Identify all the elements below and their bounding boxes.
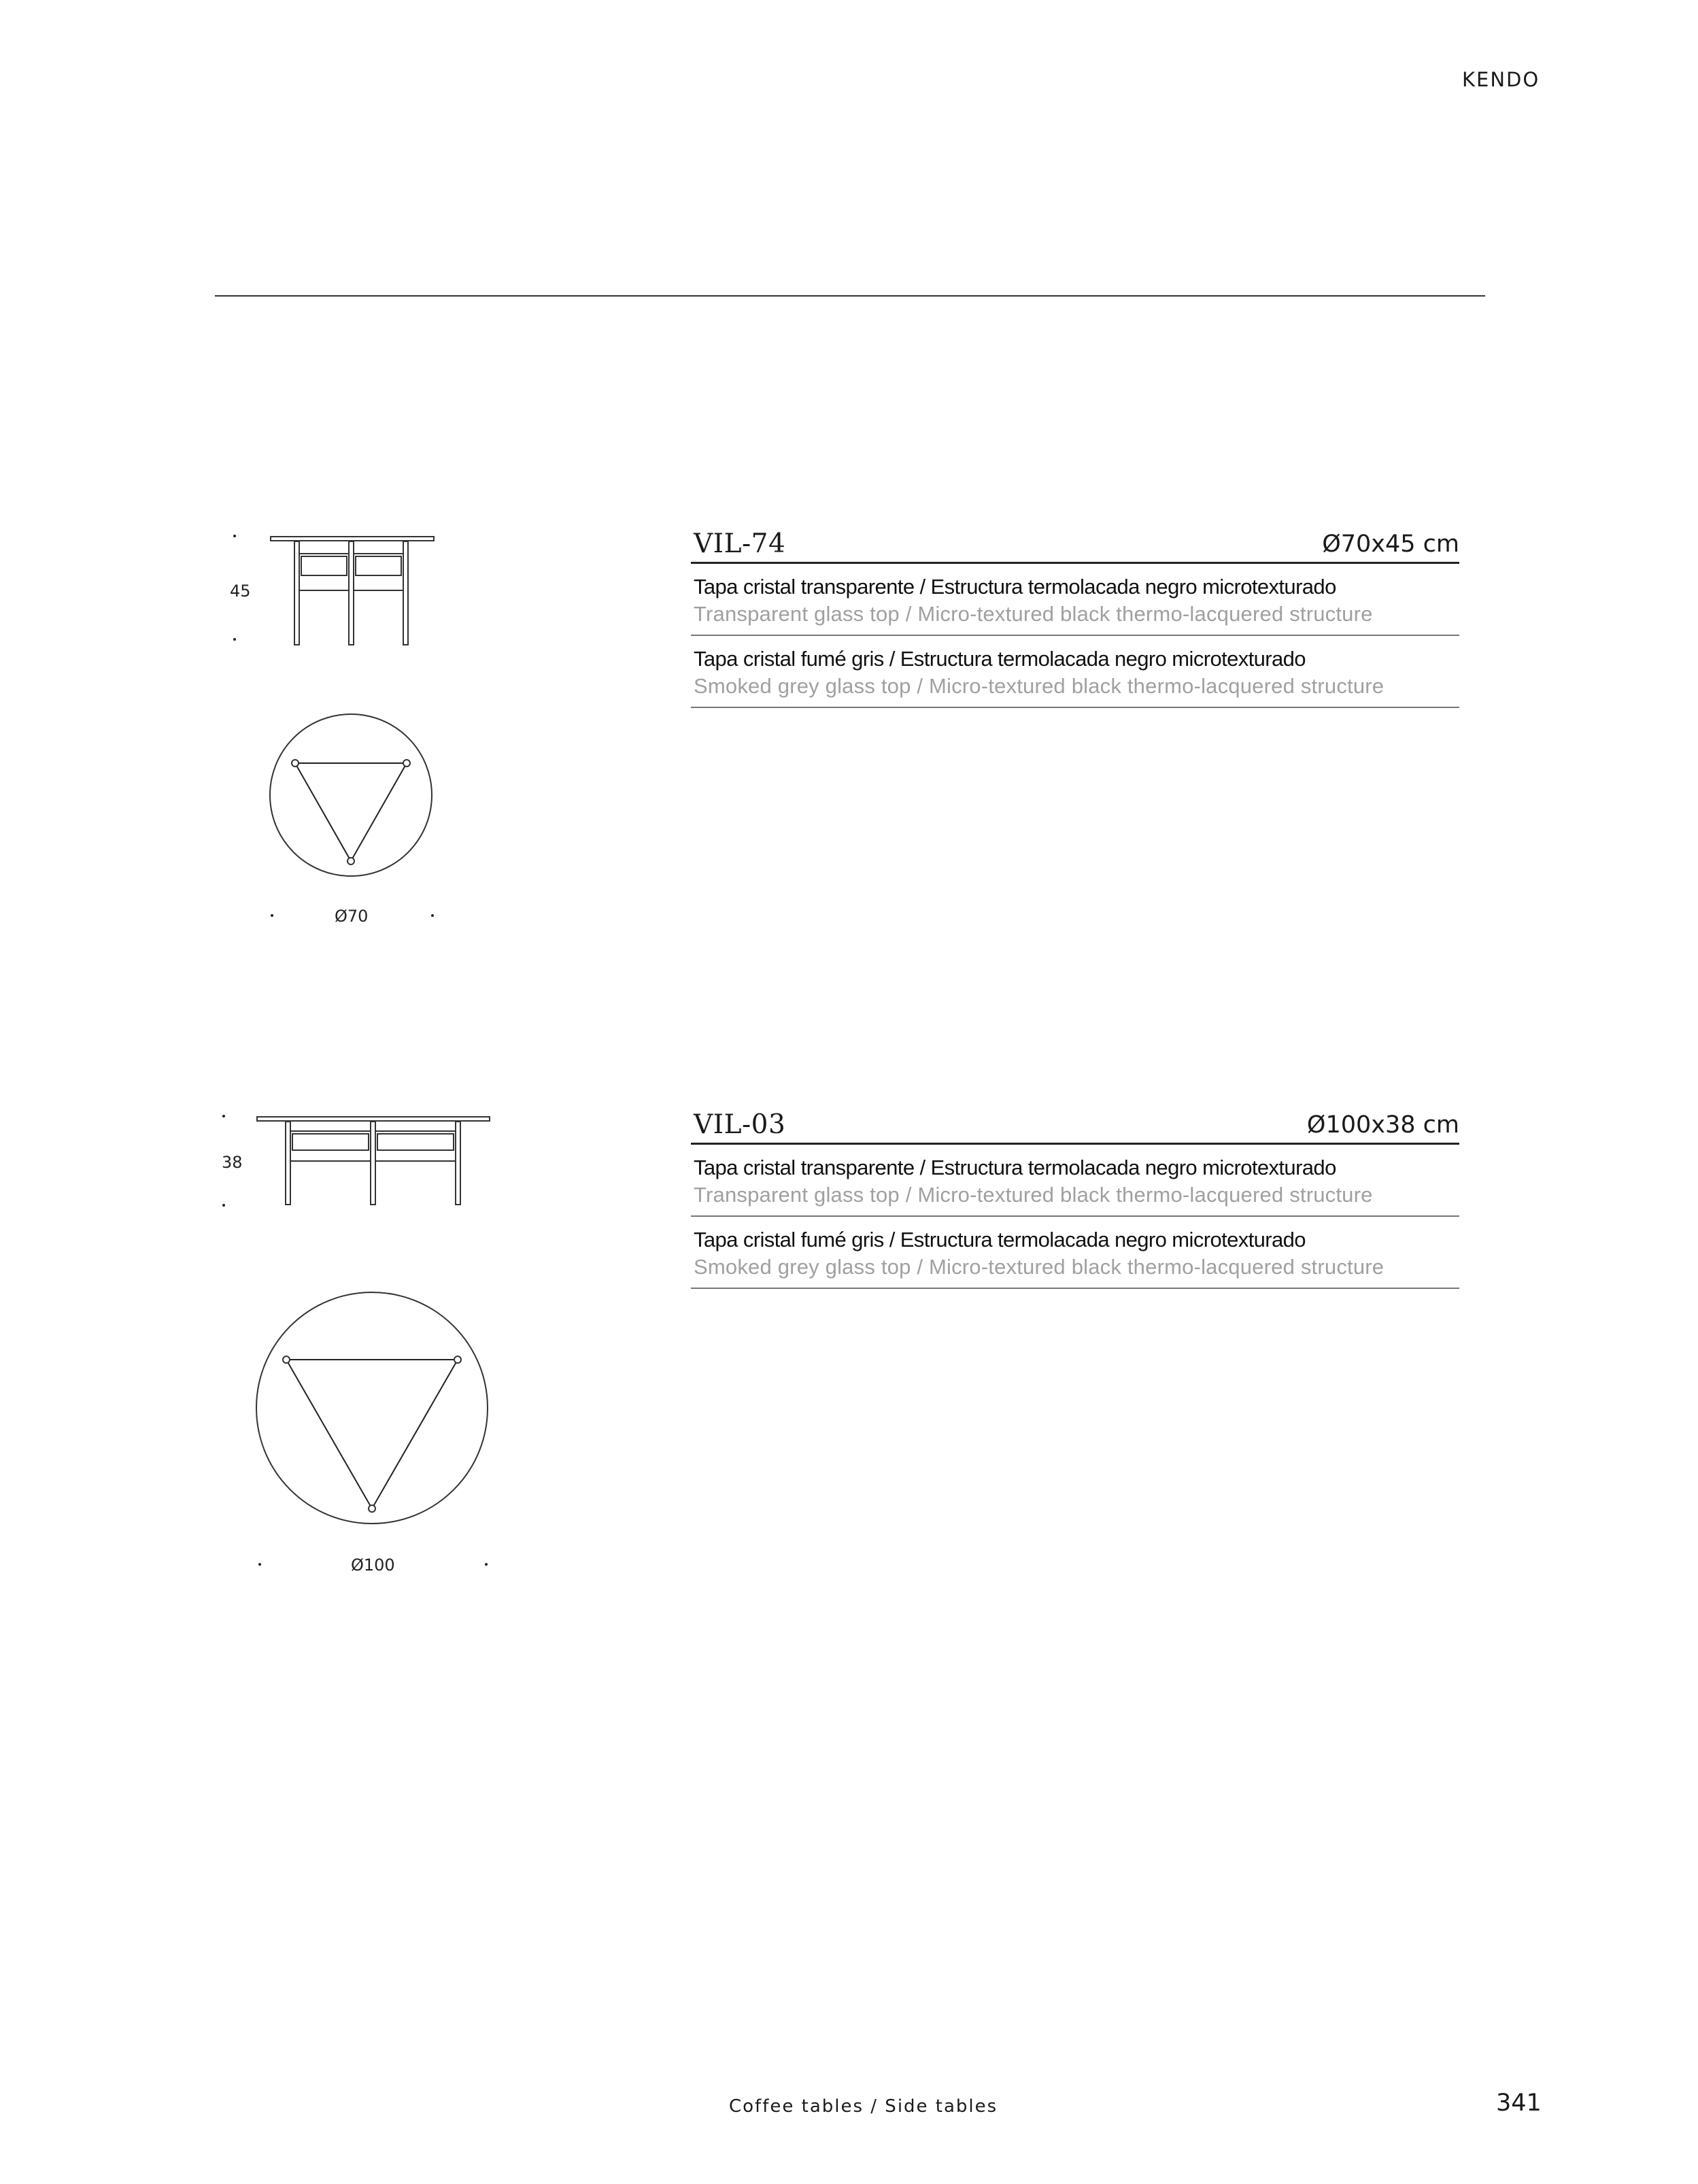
option-row bbox=[691, 1217, 1459, 1289]
option-text-en: Transparent glass top / Micro-textured black thermo-lacquered structure bbox=[694, 1183, 1373, 1207]
option-text-en: Transparent glass top / Micro-textured black thermo-lacquered structure bbox=[694, 602, 1373, 626]
height-marker-top bbox=[233, 535, 236, 537]
product-code: VIL-03 bbox=[694, 1109, 786, 1140]
height-marker-bottom bbox=[233, 638, 236, 641]
brand-name: KENDO bbox=[1462, 68, 1540, 91]
diameter-marker-right bbox=[431, 914, 434, 917]
diameter-label: Ø70 bbox=[335, 907, 369, 926]
height-marker-top bbox=[222, 1115, 225, 1118]
diameter-marker-right bbox=[485, 1563, 488, 1566]
option-text-es: Tapa cristal fumé gris / Estructura termolacada negro microtexturado bbox=[694, 1228, 1306, 1251]
diameter-label: Ø100 bbox=[351, 1556, 395, 1575]
product-vil-03 bbox=[691, 1110, 1459, 1289]
top-view-drawing bbox=[269, 713, 433, 877]
product-dimensions: Ø100x38 cm bbox=[1306, 1111, 1459, 1139]
option-text-en: Smoked grey glass top / Micro-textured black thermo-lacquered structure bbox=[694, 674, 1385, 698]
product-header bbox=[691, 529, 1459, 564]
side-view-drawing bbox=[269, 536, 439, 648]
option-text-en: Smoked grey glass top / Micro-textured black thermo-lacquered structure bbox=[694, 1255, 1385, 1279]
product-code: VIL-74 bbox=[694, 528, 786, 559]
product-dimensions: Ø70x45 cm bbox=[1322, 531, 1459, 558]
height-label: 38 bbox=[222, 1153, 243, 1172]
diameter-marker-left bbox=[258, 1563, 261, 1566]
page-number: 341 bbox=[1496, 2089, 1542, 2117]
product-header bbox=[691, 1110, 1459, 1145]
option-row bbox=[691, 636, 1459, 708]
header-divider bbox=[215, 295, 1485, 297]
product-vil-74 bbox=[691, 529, 1459, 708]
option-row bbox=[691, 564, 1459, 636]
footer-category: Coffee tables / Side tables bbox=[729, 2096, 998, 2117]
height-label: 45 bbox=[230, 582, 251, 601]
side-view-drawing bbox=[255, 1116, 493, 1208]
option-text-es: Tapa cristal transparente / Estructura termolacada negro microtexturado bbox=[694, 575, 1336, 599]
option-row bbox=[691, 1145, 1459, 1217]
option-text-es: Tapa cristal transparente / Estructura termolacada negro microtexturado bbox=[694, 1156, 1336, 1179]
height-marker-bottom bbox=[222, 1204, 225, 1207]
top-view-drawing bbox=[255, 1291, 489, 1525]
diameter-marker-left bbox=[271, 914, 273, 917]
option-text-es: Tapa cristal fumé gris / Estructura termolacada negro microtexturado bbox=[694, 647, 1306, 671]
